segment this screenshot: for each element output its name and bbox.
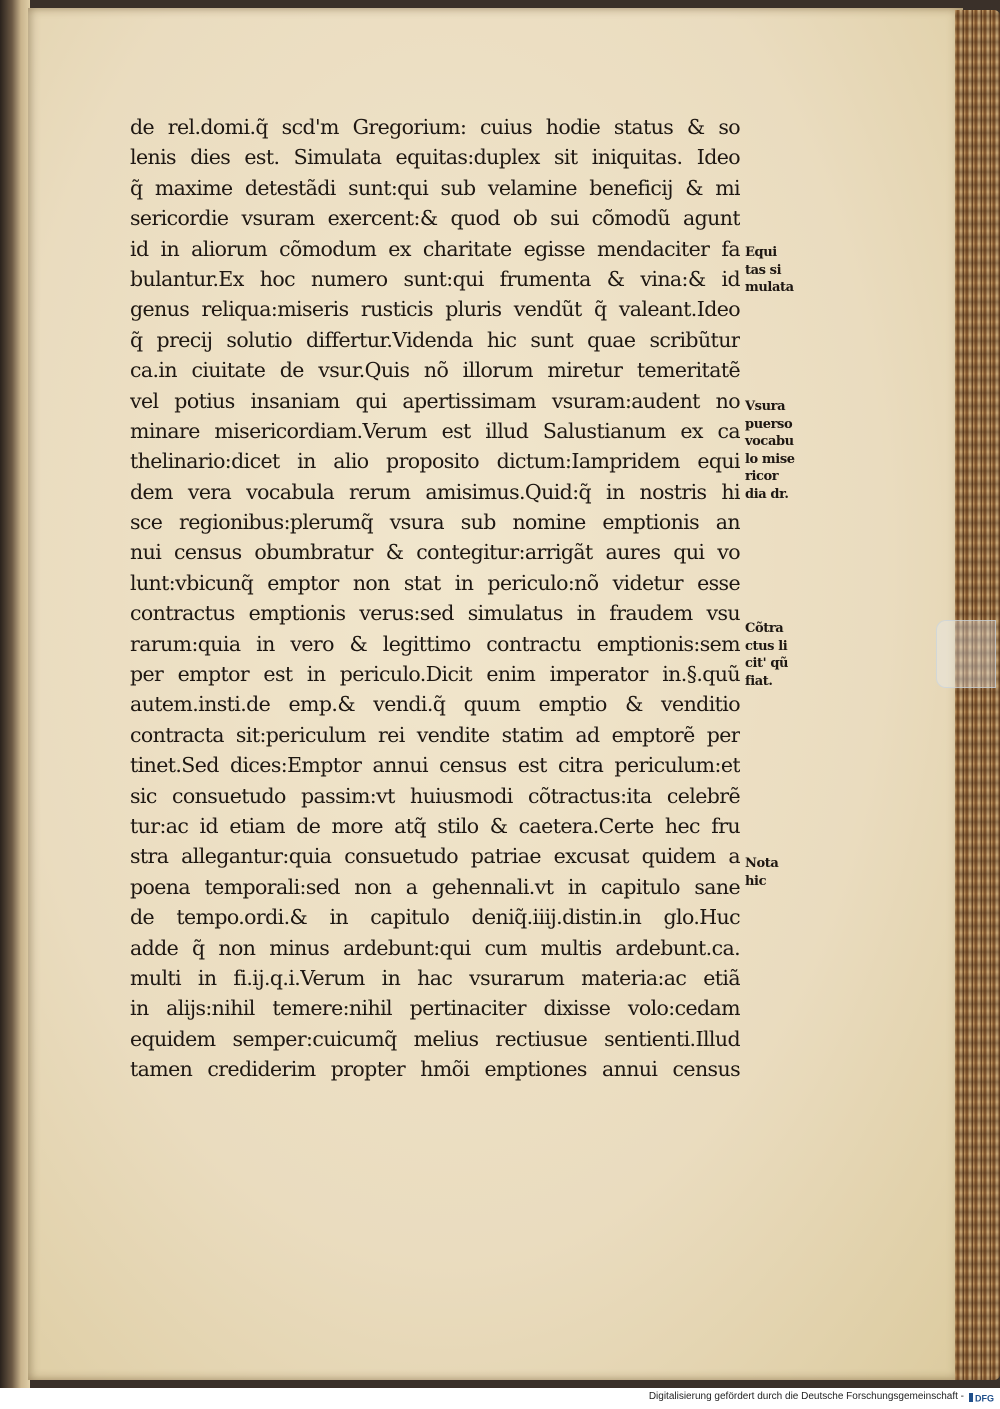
marginal-note-line: mulata (745, 280, 794, 295)
text-line: vel potius insaniam qui apertissimam vsuram:audent no (130, 388, 740, 413)
text-line: in alijs:nihil temere:nihil pertinaciter dixisse volo:cedam (130, 996, 740, 1021)
marginal-note-line: lo mise (745, 451, 795, 467)
text-line: de rel.domi.q̃ scd'm Gregorium: cuius hodie status & so (130, 115, 740, 139)
marginal-note-equitas (745, 244, 807, 297)
text-line: tur:ac id etiam de more atq̃ stilo & caetera.Certe hec fru (130, 813, 740, 838)
marginal-note-line: Cõtra (745, 621, 784, 636)
facing-page-edge (0, 0, 30, 1388)
marginal-note-line: cit' qũ (745, 656, 789, 671)
text-line: thelinario:dicet in alio proposito dictum:Iampridem equi (130, 449, 740, 474)
text-line: nui census obumbratur & contegitur:arrigãt aures qui vo (130, 540, 740, 565)
marginal-note-line: dia dr. (745, 486, 789, 502)
svg-text:DFG: DFG (975, 1393, 994, 1404)
text-line: sericordie vsuram exercent:& quod ob sui cõmodũ agunt (130, 206, 740, 231)
text-line: autem.insti.de emp.& vendi.q̃ quum emptio & venditio (130, 692, 740, 717)
text-line: multi in fi.ij.q.i.Verum in hac vsurarum materia:ac etiã (130, 965, 740, 990)
clip-marker (936, 620, 996, 688)
text-line: stra allegantur:quia consuetudo patriae excusat quidem a (130, 844, 740, 869)
text-line: lunt:vbicunq̃ emptor non stat in periculo:nõ videtur esse (130, 570, 740, 595)
marginal-note-line: ctus li (745, 638, 788, 654)
text-line: poena temporali:sed non a gehennali.vt in capitulo sane (130, 874, 740, 899)
text-line: per emptor est in periculo.Dicit enim imperator in.§.quũ (130, 662, 740, 687)
text-line: de tempo.ordi.& in capitulo deniq̃.iiij.distin.in glo.Huc (130, 905, 740, 930)
text-line: genus reliqua:miseris rusticis pluris vendũt q̃ valeant.Ideo (130, 297, 740, 322)
marginal-note-line: puerso (745, 416, 793, 432)
main-text-block (130, 112, 740, 1085)
marginal-note-line: vocabu (745, 434, 794, 449)
text-line: bulantur.Ex hoc numero sunt:qui frumenta & vina:& id (130, 266, 740, 291)
marginal-note-line: tas si (745, 262, 782, 278)
marginal-note-line: Nota (745, 856, 779, 871)
marginal-note-line: Equi (745, 245, 777, 260)
text-line: lenis dies est. Simulata equitas:duplex sit iniquitas. Ideo (130, 145, 740, 170)
marginal-note-nota (745, 855, 807, 890)
text-line: minare misericordiam.Verum est illud Salustianum ex ca (130, 418, 740, 443)
text-line: ca.in ciuitate de vsur.Quis nõ illorum miretur temeritatẽ (130, 358, 740, 383)
text-line: q̃ precij solutio differtur.Videnda hic sunt quae scribũtur (130, 327, 740, 352)
text-line: id in aliorum cõmodum ex charitate egisse mendaciter fa (130, 236, 740, 261)
text-line: q̃ maxime detestãdi sunt:qui sub velamine beneficij & mi (130, 175, 740, 200)
text-line: equidem semper:cuicumq̃ melius rectiusue sentienti.Illud (130, 1026, 740, 1051)
text-line: tamen crediderim propter hmõi emptiones annui census (130, 1057, 740, 1082)
text-line: adde q̃ non minus ardebunt:qui cum multis ardebunt.ca. (130, 935, 740, 960)
text-line: sce regionibus:plerumq̃ vsura sub nomine emptionis an (130, 510, 740, 535)
footer-bar (0, 1388, 1000, 1409)
dfg-logo-icon (968, 1391, 996, 1404)
text-line: tinet.Sed dices:Emptor annui census est citra periculum:et (130, 753, 740, 778)
text-line: sic consuetudo passim:vt huiusmodi cõtractus:ita celebrẽ (130, 783, 740, 808)
text-line: contracta sit:periculum rei vendite statim ad emptorẽ per (130, 722, 740, 747)
marginal-note-contractus (745, 620, 807, 690)
marginal-note-line: ricor (745, 469, 779, 484)
text-line: contractus emptionis verus:sed simulatus in fraudem vsu (130, 601, 740, 626)
funding-credit: Digitalisierung gefördert durch die Deutsche Forschungsgemeinschaft - (648, 1391, 964, 1402)
marginal-note-vsura (745, 398, 807, 503)
marginal-note-line: fiat. (745, 673, 773, 689)
page-fore-edge (955, 10, 1000, 1380)
text-line: rarum:quia in vero & legittimo contractu emptionis:sem (130, 631, 740, 656)
marginal-note-line: hic (745, 873, 767, 889)
text-line: dem vera vocabula rerum amisimus.Quid:q̃ in nostris hi (130, 479, 740, 504)
marginal-note-line: Vsura (745, 399, 786, 414)
